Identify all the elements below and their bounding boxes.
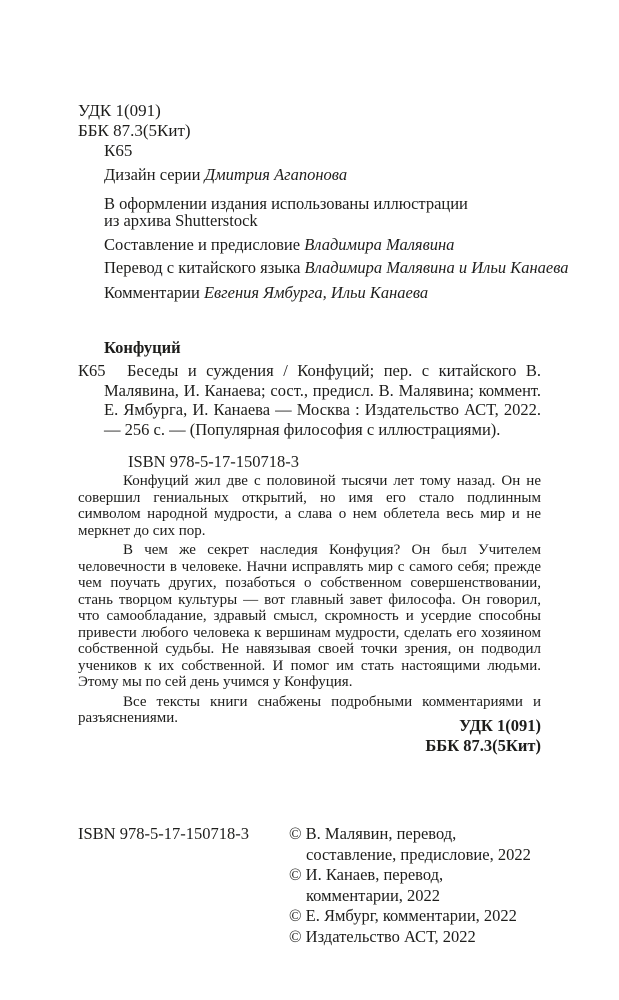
- catalog-record-code: К65: [78, 361, 106, 380]
- illustrations-credit: [104, 195, 569, 229]
- series-designer-name: Дмитрия Агапонова: [204, 165, 348, 184]
- classification-codes-top: [78, 101, 191, 161]
- compiler-name: Владимира Малявина: [304, 235, 455, 254]
- udk-code-bottom: УДК 1(091): [459, 716, 541, 735]
- isbn-footer: ISBN 978-5-17-150718-3: [78, 824, 249, 843]
- annotation-block: [78, 473, 541, 730]
- classification-codes-bottom: [425, 716, 541, 755]
- copyright-list: [289, 824, 531, 947]
- bbk-code-bottom: ББК 87.3(5Кит): [425, 735, 541, 755]
- copyright-line: © В. Малявин, перевод,: [289, 824, 457, 843]
- copyright-line: составление, предисловие, 2022: [306, 844, 531, 864]
- copyright-line: © И. Канаев, перевод,: [289, 865, 444, 884]
- annotation-paragraph: Конфуций жил две с половиной тысячи лет тому назад. Он не совершил гениальных открытий, но имя его стало подлинным символом народной мудрости, а слава о нем облетела весь мир и не меркнет до сих пор.: [78, 473, 541, 539]
- copyright-line: комментарии, 2022: [306, 885, 441, 905]
- udk-code: УДК 1(091): [78, 101, 161, 120]
- translation-label: Перевод с китайского языка: [104, 258, 305, 277]
- annotation-paragraph: Все тексты книги снабжены подробными комментариями и разъяснениями.: [78, 693, 541, 726]
- commentary-credit: [104, 284, 569, 301]
- commentary-label: Комментарии: [104, 283, 204, 302]
- copyright-line: © Е. Ямбург, комментарии, 2022: [289, 906, 517, 925]
- catalog-author-heading: Конфуций: [104, 338, 181, 357]
- author-sign-code: К65: [104, 141, 133, 160]
- copyright-line: © Издательство АСТ, 2022: [289, 926, 476, 946]
- series-design-credit: [104, 166, 569, 183]
- series-design-label: Дизайн серии: [104, 165, 205, 184]
- compilation-credit: [104, 236, 569, 253]
- commentators-names: Евгения Ямбурга, Ильи Канаева: [203, 283, 429, 302]
- catalog-record-description: Беседы и суждения / Конфуций; пер. с китайского В. Малявина, И. Канаева; сост., предисл. В. Малявина; коммент. Е. Ямбурга, И. Канаева — Москва : Издательство АСТ, 2022. — 256 с. — (Популярная философия с иллюстрациями).: [104, 361, 541, 439]
- compilation-label: Составление и предисловие: [104, 235, 305, 254]
- translation-credit: [104, 259, 569, 276]
- illustrations-credit-line2: из архива Shutterstock: [104, 211, 258, 230]
- illustrations-credit-line1: В оформлении издания использованы иллюстрации: [104, 194, 468, 213]
- bbk-code: ББК 87.3(5Кит): [78, 121, 191, 140]
- catalog-record: [78, 361, 541, 439]
- isbn-catalog: ISBN 978-5-17-150718-3: [128, 452, 299, 471]
- credits-block: [104, 166, 569, 301]
- translators-names: Владимира Малявина и Ильи Канаева: [304, 258, 569, 277]
- annotation-paragraph: В чем же секрет наследия Конфуция? Он был Учителем человечности в человеке. Начни исправлять мир с самого себя; прежде чем поучать других, позаботься о собственном совершенствовании, стань творцом культуры — вот главный завет философа. Он говорил, что самообладание, здравый смысл, скромность и усердие способны привести любого человека к вершинам мудрости, сделать его хозяином собственной судьбы. Не навязывая своей точки зрения, он подводил учеников к их собственной. И помог им стать настоящими людьми. Этому мы по сей день учимся у Конфуция.: [78, 542, 541, 690]
